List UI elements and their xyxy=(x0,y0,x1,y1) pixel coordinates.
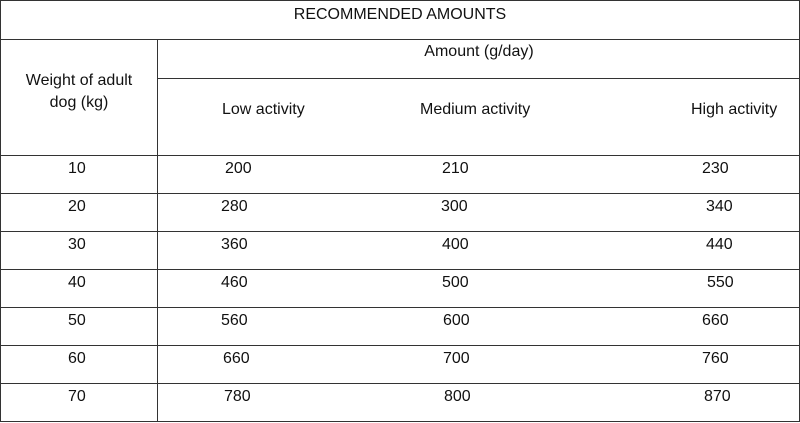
low-activity-cell: 780 xyxy=(224,388,251,405)
medium-activity-cell: 400 xyxy=(442,236,469,253)
row-divider xyxy=(0,345,800,346)
amount-header: Amount (g/day) xyxy=(424,43,534,60)
weight-cell: 30 xyxy=(68,236,86,253)
medium-activity-cell: 300 xyxy=(441,198,468,215)
high-activity-cell: 660 xyxy=(702,312,729,329)
medium-activity-cell: 800 xyxy=(444,388,471,405)
row-divider xyxy=(0,307,800,308)
high-activity-cell: 550 xyxy=(707,274,734,291)
medium-activity-cell: 600 xyxy=(443,312,470,329)
row-divider xyxy=(0,269,800,270)
low-activity-cell: 200 xyxy=(225,160,252,177)
low-activity-cell: 660 xyxy=(223,350,250,367)
high-activity-header: High activity xyxy=(691,101,778,118)
weight-column-header xyxy=(0,70,158,114)
weight-cell: 70 xyxy=(68,388,86,405)
medium-activity-cell: 500 xyxy=(442,274,469,291)
weight-header-line1: Weight of adult xyxy=(25,72,133,89)
weight-cell: 10 xyxy=(68,160,86,177)
table-left-border xyxy=(0,0,1,422)
low-activity-header: Low activity xyxy=(222,101,305,118)
low-activity-cell: 280 xyxy=(221,198,248,215)
medium-activity-cell: 700 xyxy=(443,350,470,367)
high-activity-cell: 230 xyxy=(702,160,729,177)
low-activity-cell: 560 xyxy=(221,312,248,329)
high-activity-cell: 760 xyxy=(702,350,729,367)
low-activity-cell: 360 xyxy=(221,236,248,253)
low-activity-cell: 460 xyxy=(221,274,248,291)
weight-cell: 50 xyxy=(68,312,86,329)
title-divider xyxy=(0,39,800,40)
row-divider xyxy=(0,231,800,232)
row-divider xyxy=(0,383,800,384)
weight-cell: 20 xyxy=(68,198,86,215)
high-activity-cell: 870 xyxy=(704,388,731,405)
table-top-border xyxy=(0,0,800,1)
header-divider xyxy=(0,155,800,156)
row-divider xyxy=(0,193,800,194)
table-title: RECOMMENDED AMOUNTS xyxy=(293,6,507,23)
high-activity-cell: 440 xyxy=(706,236,733,253)
weight-header-line2: dog (kg) xyxy=(49,94,109,111)
weight-cell: 40 xyxy=(68,274,86,291)
weight-cell: 60 xyxy=(68,350,86,367)
high-activity-cell: 340 xyxy=(706,198,733,215)
medium-activity-header: Medium activity xyxy=(420,101,531,118)
medium-activity-cell: 210 xyxy=(442,160,469,177)
table-bottom-border xyxy=(0,421,800,422)
amount-header-divider xyxy=(158,78,800,79)
